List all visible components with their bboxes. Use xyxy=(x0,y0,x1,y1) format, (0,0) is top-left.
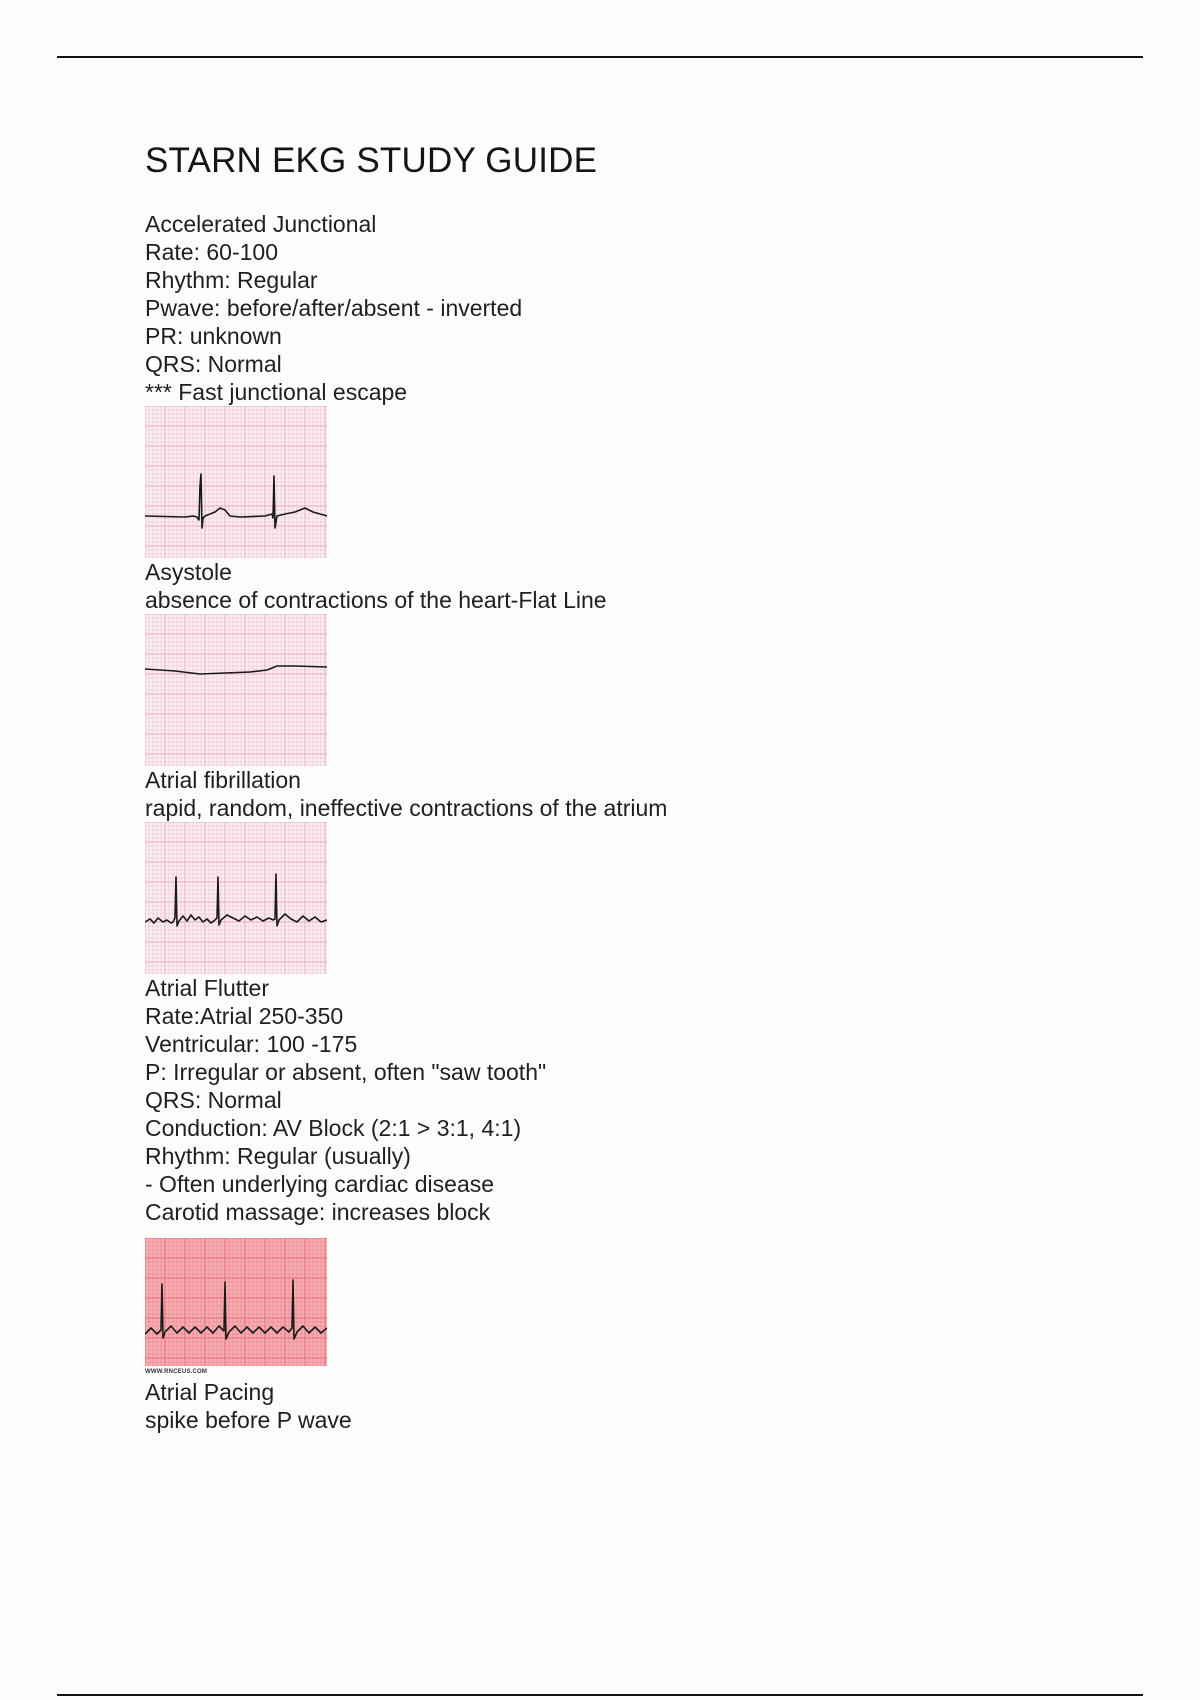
section-line: Rate:Atrial 250-350 xyxy=(145,1003,344,1029)
section-line: absence of contractions of the heart-Flat Line xyxy=(145,587,607,613)
ekg-strip-asystole xyxy=(145,614,327,766)
section-line: P: Irregular or absent, often "saw tooth" xyxy=(145,1059,547,1085)
section-line: QRS: Normal xyxy=(145,1087,282,1113)
section-asystole xyxy=(145,558,1045,766)
image-credit: WWW.RNCEUS.COM xyxy=(145,1369,208,1375)
section-line: QRS: Normal xyxy=(145,351,282,377)
section-line: Rate: 60-100 xyxy=(145,239,278,265)
document-body xyxy=(145,140,1045,1434)
section-line: *** Fast junctional escape xyxy=(145,379,408,405)
bottom-rule xyxy=(57,1694,1143,1696)
ekg-strip-accelerated-junctional xyxy=(145,406,327,558)
page-title: STARN EKG STUDY GUIDE xyxy=(145,141,598,180)
section-line: PR: unknown xyxy=(145,323,282,349)
section-line: Rhythm: Regular xyxy=(145,267,318,293)
section-accelerated-junctional xyxy=(145,210,1045,558)
section-line: spike before P wave xyxy=(145,1407,352,1433)
ekg-strip-atrial-flutter xyxy=(145,1238,327,1366)
section-heading: Atrial Flutter xyxy=(145,975,269,1001)
section-line: Carotid massage: increases block xyxy=(145,1199,491,1225)
section-line: Ventricular: 100 -175 xyxy=(145,1031,358,1057)
section-heading: Atrial Pacing xyxy=(145,1379,275,1405)
section-line: rapid, random, ineffective contractions of the atrium xyxy=(145,795,668,821)
section-atrial-flutter xyxy=(145,974,1045,1376)
section-heading: Asystole xyxy=(145,559,232,585)
section-line: - Often underlying cardiac disease xyxy=(145,1171,495,1197)
section-line: Pwave: before/after/absent - inverted xyxy=(145,295,523,321)
top-rule xyxy=(57,56,1143,58)
section-atrial-fibrillation xyxy=(145,766,1045,974)
section-heading: Atrial fibrillation xyxy=(145,767,301,793)
section-line: Rhythm: Regular (usually) xyxy=(145,1143,411,1169)
section-heading: Accelerated Junctional xyxy=(145,211,377,237)
ekg-strip-atrial-fibrillation xyxy=(145,822,327,974)
section-line: Conduction: AV Block (2:1 > 3:1, 4:1) xyxy=(145,1115,522,1141)
section-atrial-pacing xyxy=(145,1378,1045,1434)
